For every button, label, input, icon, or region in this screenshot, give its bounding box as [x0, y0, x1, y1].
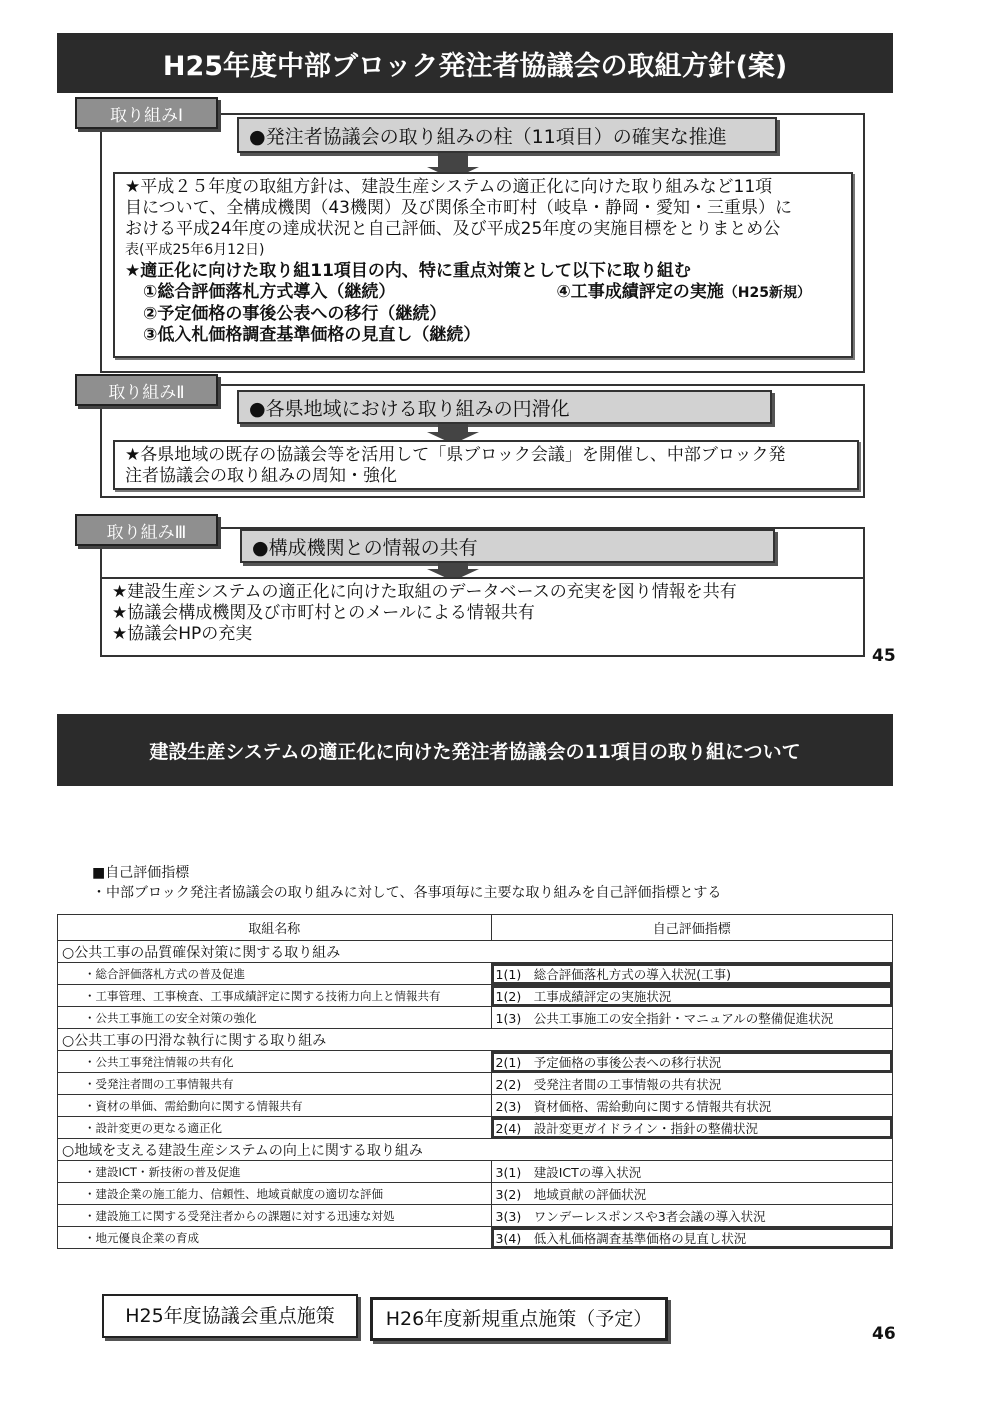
- section-1-tag: 取り組みⅠ: [75, 97, 218, 129]
- measure-2: ②予定価格の事後公表への移行（継続）: [143, 304, 447, 324]
- measure-3: ③低入札価格調査基準価格の見直し（継続）: [143, 325, 481, 345]
- table-row: [58, 1007, 893, 1029]
- section-1-heading: ●発注者協議会の取り組みの柱（11項目）の確実な推進: [237, 117, 777, 153]
- table-row: [58, 1073, 893, 1095]
- slide1-title: H25年度中部ブロック発注者協議会の取組方針(案): [162, 50, 788, 82]
- section-2-heading: ●各県地域における取り組みの円滑化: [237, 390, 772, 424]
- section-1-line: 目について、全構成機関（43機関）及び関係全市町村（岐阜・静岡・愛知・三重県）に: [125, 198, 792, 218]
- slide2-subtitle: ■自己評価指標: [92, 865, 190, 881]
- row-name: ・設計変更の更なる適正化: [58, 1117, 492, 1139]
- slide2-page-number: 46: [872, 1324, 896, 1344]
- row-name: ・工事管理、工事検査、工事成績評定に関する技術力向上と情報共有: [58, 985, 492, 1007]
- table-row: [58, 1051, 893, 1073]
- row-indicator: 3(1) 建設ICTの導入状況: [491, 1161, 892, 1183]
- row-indicator: 1(3) 公共工事施工の安全指針・マニュアルの整備促進状況: [491, 1007, 892, 1029]
- section-1-body: [113, 172, 853, 358]
- row-indicator: 1(1) 総合評価落札方式の導入状況(工事): [491, 963, 892, 985]
- column-header: 取組名称: [58, 915, 492, 941]
- section-3-line: ★協議会HPの充実: [112, 624, 253, 644]
- legend-h26-new-priority: H26年度新規重点施策（予定）: [370, 1297, 668, 1341]
- measure-4: ④工事成績評定の実施: [556, 282, 724, 302]
- section-3-tag: 取り組みⅢ: [75, 514, 218, 546]
- legend-h25-priority: H25年度協議会重点施策: [102, 1294, 358, 1338]
- row-name: ・建設施工に関する受発注者からの課題に対する迅速な対処: [58, 1205, 492, 1227]
- section-1-line: 表(平成25年6月12日): [125, 242, 265, 258]
- slide1-title-banner: [57, 33, 893, 93]
- slide2-title: 建設生産システムの適正化に向けた発注者協議会の11項目の取り組について: [149, 740, 801, 763]
- table-row: [58, 1183, 893, 1205]
- table-row: [58, 1227, 893, 1249]
- slide1-page-number: 45: [872, 646, 896, 666]
- row-indicator: 2(2) 受発注者間の工事情報の共有状況: [491, 1073, 892, 1095]
- row-indicator: 2(1) 予定価格の事後公表への移行状況: [491, 1051, 892, 1073]
- row-name: ・公共工事発注情報の共有化: [58, 1051, 492, 1073]
- table-row: [58, 963, 893, 985]
- row-name: ・地元優良企業の育成: [58, 1227, 492, 1249]
- section-1-line: おける平成24年度の達成状況と自己評価、及び平成25年度の実施目標をとりまとめ公: [125, 219, 781, 239]
- row-indicator: 1(2) 工事成績評定の実施状況: [491, 985, 892, 1007]
- slide2-description: ・中部ブロック発注者協議会の取り組みに対して、各事項毎に主要な取り組みを自己評価指標とする: [92, 885, 722, 901]
- table-section-row: ○地域を支える建設生産システムの向上に関する取り組み: [58, 1139, 893, 1161]
- section-2-line: 注者協議会の取り組みの周知・強化: [125, 466, 397, 486]
- table-row: [58, 985, 893, 1007]
- row-name: ・建設企業の施工能力、信頼性、地域貢献度の適切な評価: [58, 1183, 492, 1205]
- table-row: [58, 1117, 893, 1139]
- row-indicator: 2(4) 設計変更ガイドライン・指針の整備状況: [491, 1117, 892, 1139]
- section-3-line: ★協議会構成機関及び市町村とのメールによる情報共有: [112, 603, 535, 623]
- section-2-tag: 取り組みⅡ: [75, 374, 218, 406]
- section-3-heading: ●構成機関との情報の共有: [240, 529, 775, 563]
- slide2-title-banner: [57, 714, 893, 786]
- row-name: ・建設ICT・新技術の普及促進: [58, 1161, 492, 1183]
- row-name: ・総合評価落札方式の普及促進: [58, 963, 492, 985]
- row-indicator: 3(3) ワンデーレスポンスや3者会議の導入状況: [491, 1205, 892, 1227]
- row-indicator: 3(4) 低入札価格調査基準価格の見直し状況: [491, 1227, 892, 1249]
- section-3-line: ★建設生産システムの適正化に向けた取組のデータベースの充実を図り情報を共有: [112, 582, 737, 602]
- measure-4-note: （H25新規）: [723, 285, 811, 301]
- row-name: ・資材の単価、需給動向に関する情報共有: [58, 1095, 492, 1117]
- table-row: [58, 1205, 893, 1227]
- table-row: [58, 1095, 893, 1117]
- section-2-line: ★各県地域の既存の協議会等を活用して「県ブロック会議」を開催し、中部ブロック発: [125, 445, 786, 465]
- row-name: ・受発注者間の工事情報共有: [58, 1073, 492, 1095]
- table-section-row: ○公共工事の品質確保対策に関する取り組み: [58, 941, 893, 963]
- measure-1: ①総合評価落札方式導入（継続）: [143, 282, 396, 302]
- section-2-body: [113, 440, 859, 490]
- section-1-line: ★適正化に向けた取り組11項目の内、特に重点対策として以下に取り組む: [125, 261, 691, 281]
- table-section-row: ○公共工事の円滑な執行に関する取り組み: [58, 1029, 893, 1051]
- self-evaluation-table: [57, 914, 893, 1249]
- row-name: ・公共工事施工の安全対策の強化: [58, 1007, 492, 1029]
- table-row: [58, 1161, 893, 1183]
- row-indicator: 2(3) 資材価格、需給動向に関する情報共有状況: [491, 1095, 892, 1117]
- column-header: 自己評価指標: [491, 915, 892, 941]
- table-header-row: [58, 915, 893, 941]
- section-3-body: [100, 577, 865, 657]
- row-indicator: 3(2) 地域貢献の評価状況: [491, 1183, 892, 1205]
- section-1-line: ★平成２５年度の取組方針は、建設生産システムの適正化に向けた取り組みなど11項: [125, 177, 773, 197]
